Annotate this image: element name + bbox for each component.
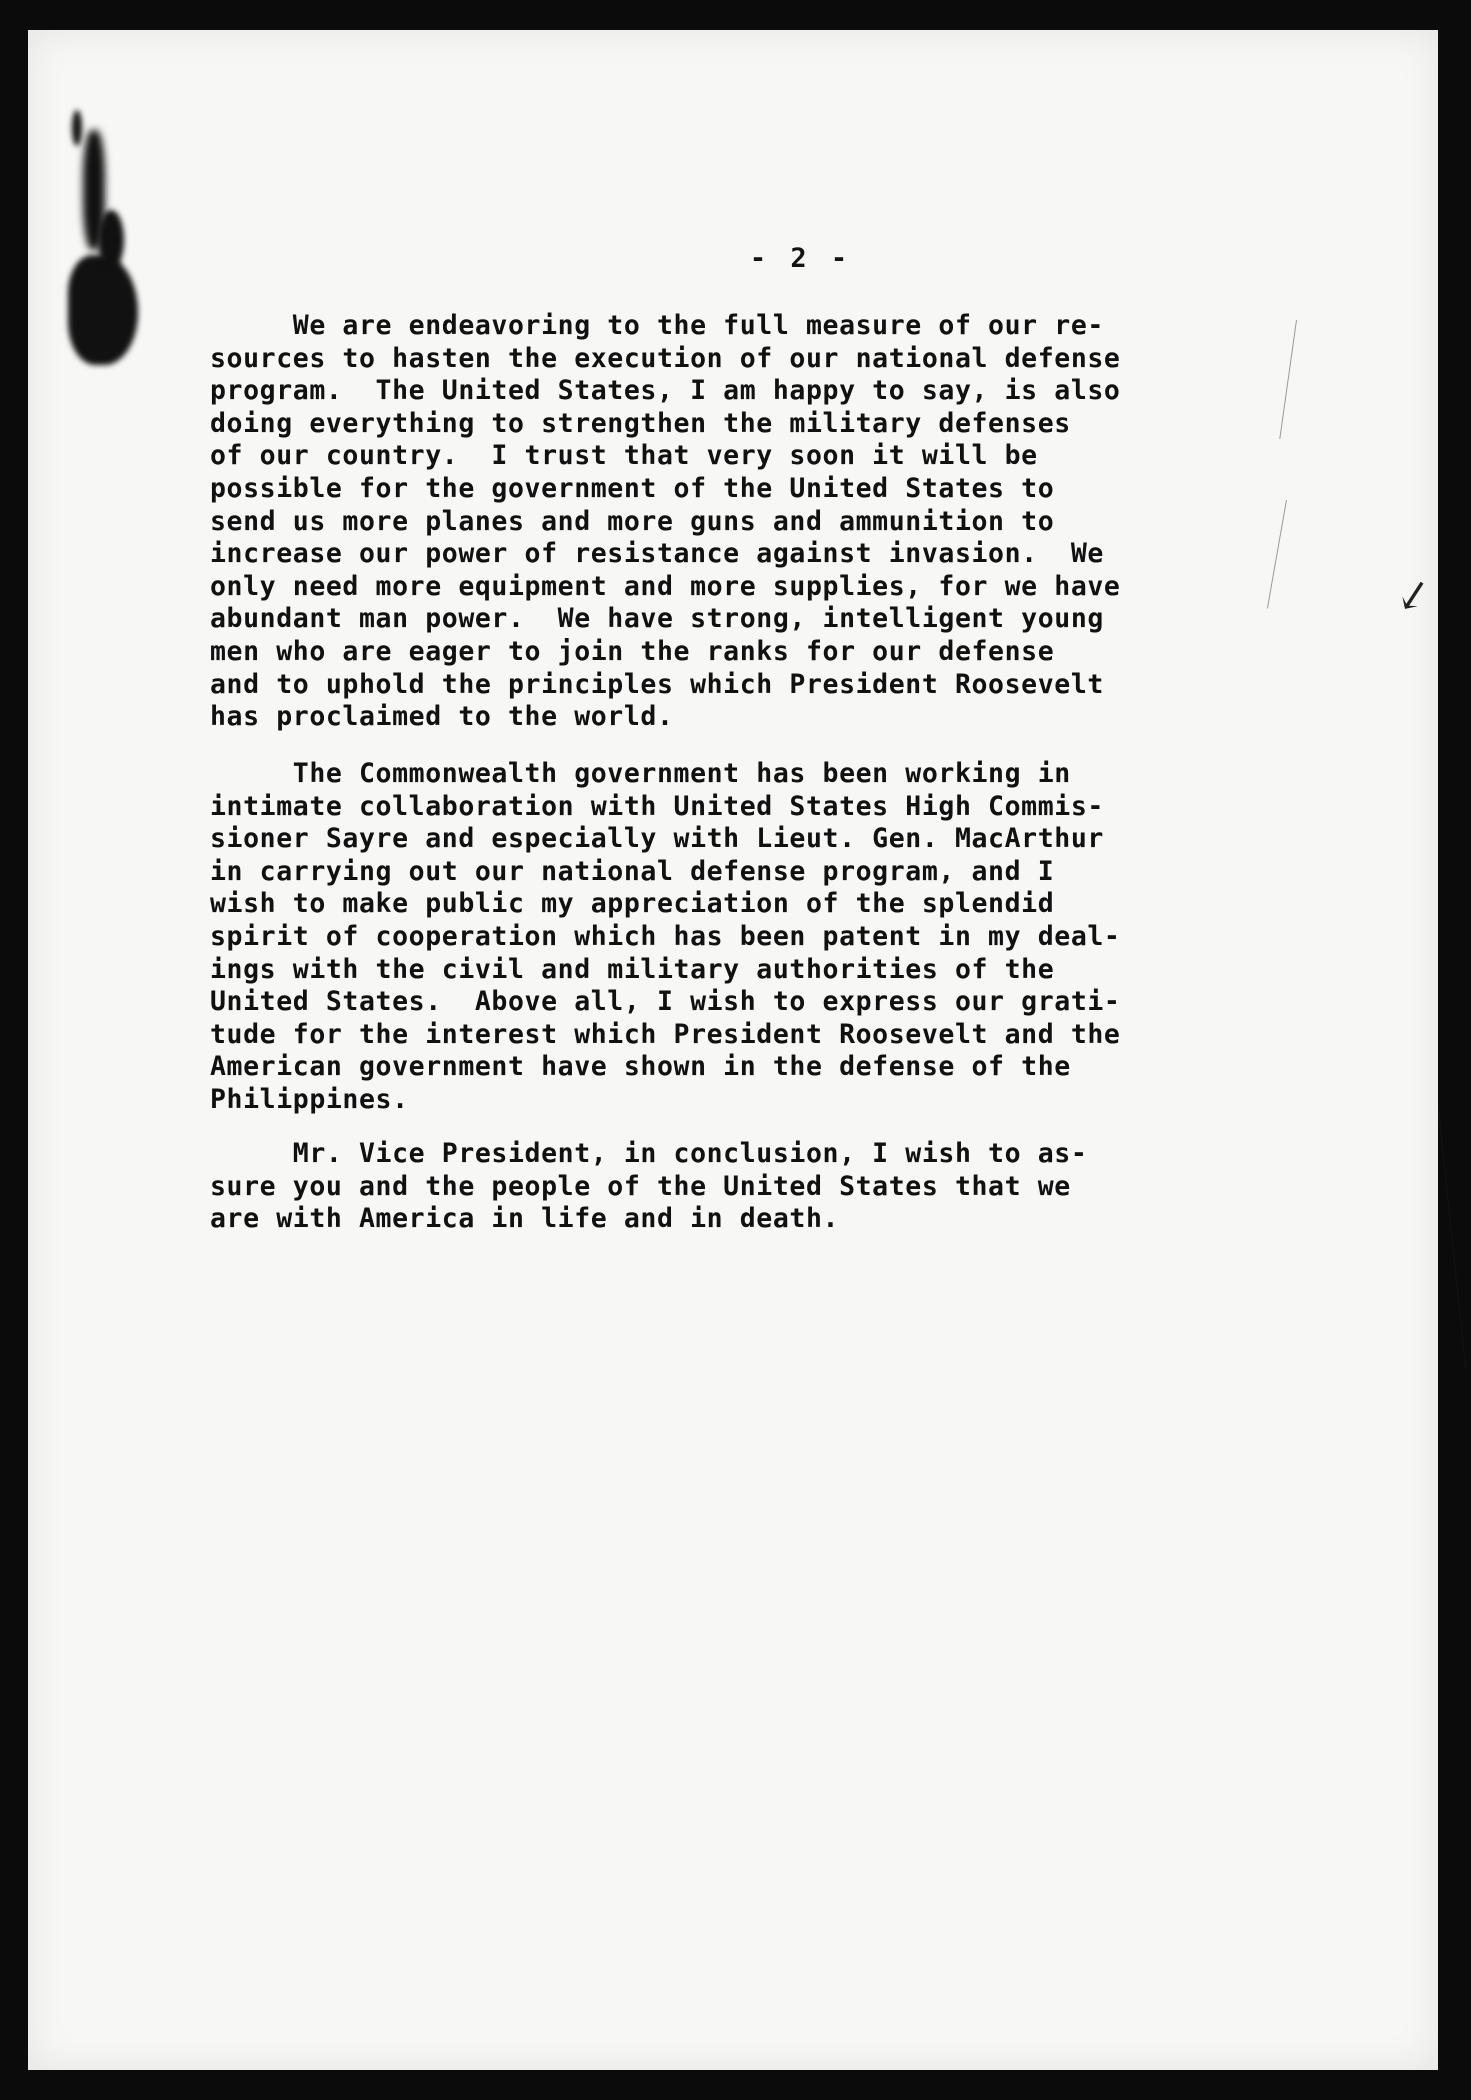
text-line: intimate collaboration with United States High Commis- xyxy=(210,790,1104,822)
text-line: men who are eager to join the ranks for our defense xyxy=(210,635,1055,667)
text-line: of our country. I trust that very soon it will be xyxy=(210,440,1038,472)
text-line: tude for the interest which President Roosevelt and the xyxy=(210,1018,1121,1050)
text-line: send us more planes and more guns and ammunition to xyxy=(210,505,1055,537)
text-line: possible for the government of the United States to xyxy=(210,472,1055,504)
text-line: Mr. Vice President, in conclusion, I wish to as- xyxy=(210,1138,1088,1169)
text-line: American government have shown in the defense of the xyxy=(210,1051,1071,1083)
text-line: are with America in life and in death. xyxy=(210,1203,840,1235)
text-line: United States. Above all, I wish to express our grati- xyxy=(210,986,1121,1018)
ink-blot xyxy=(72,110,82,146)
text-line: sioner Sayre and especially with Lieut. Gen. MacArthur xyxy=(210,823,1104,855)
text-line: sources to hasten the execution of our national defense xyxy=(210,342,1121,374)
margin-pencil-mark: ↙ xyxy=(1391,566,1436,623)
page-number: - 2 - xyxy=(749,243,852,274)
text-line: abundant man power. We have strong, intelligent young xyxy=(210,603,1104,635)
text-line: doing everything to strengthen the military defenses xyxy=(210,407,1071,439)
text-line: only need more equipment and more supplies, for we have xyxy=(210,570,1121,602)
text-line: has proclaimed to the world. xyxy=(210,701,674,733)
text-line: sure you and the people of the United States that we xyxy=(210,1170,1071,1202)
paragraph-2 xyxy=(210,758,1330,1117)
text-line: Philippines. xyxy=(210,1083,409,1115)
text-line: program. The United States, I am happy to say, is also xyxy=(210,375,1121,407)
text-line: We are endeavoring to the full measure of our re- xyxy=(210,310,1104,341)
text-line: ings with the civil and military authorities of the xyxy=(210,953,1055,985)
text-line: increase our power of resistance against invasion. We xyxy=(210,538,1104,570)
text-line: spirit of cooperation which has been patent in my deal- xyxy=(210,920,1121,952)
paragraph-3 xyxy=(210,1138,1330,1236)
paragraph-1 xyxy=(210,310,1330,734)
text-line: The Commonwealth government has been working in xyxy=(210,758,1071,789)
text-line: wish to make public my appreciation of the splendid xyxy=(210,888,1055,920)
text-line: in carrying out our national defense program, and I xyxy=(210,855,1055,887)
text-line: and to uphold the principles which President Roosevelt xyxy=(210,668,1104,700)
